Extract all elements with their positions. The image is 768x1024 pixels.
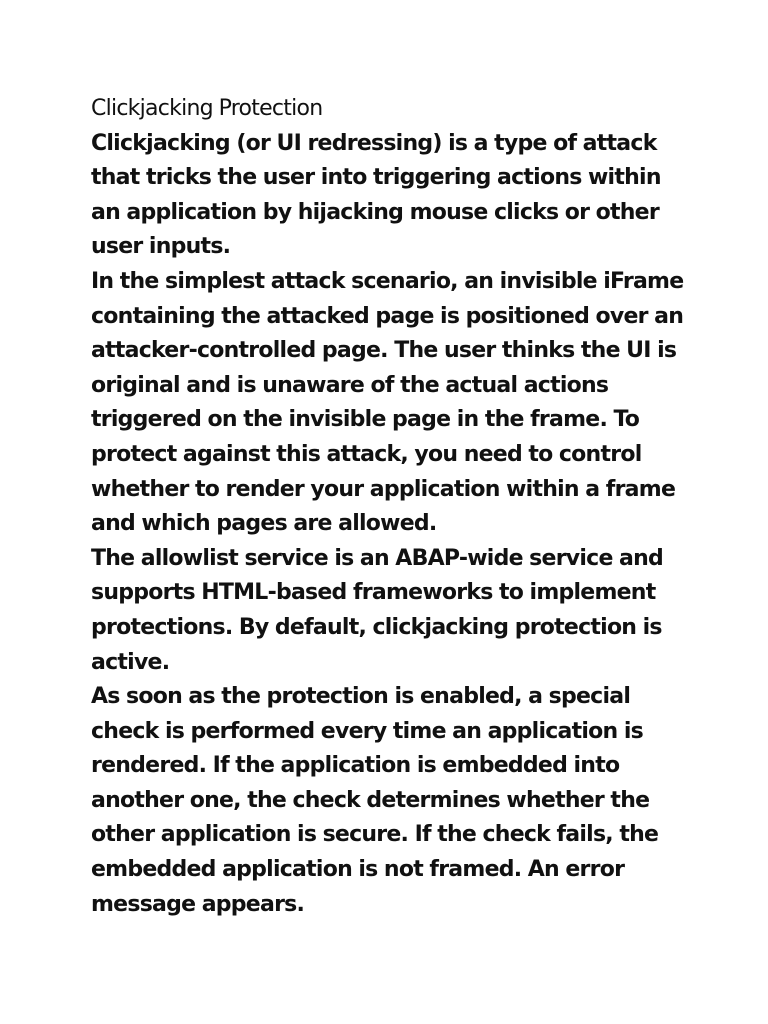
paragraph-attack-scenario: In the simplest attack scenario, an invisible iFrame containing the attacked page is positioned over an attacker-controlled page. The user thinks the UI is original and is unaware of the actual actions triggered on the invisible page in the frame. To protect against this attack, you need to control whether to render your application within a frame and which pages are allowed. [91,268,684,537]
paragraph-allowlist-service: The allowlist service is an ABAP-wide service and supports HTML-based frameworks to implement protections. By default, clickjacking protection is active. [91,545,664,675]
document-title: Clickjacking Protection [91,96,323,121]
paragraph-intro: Clickjacking (or UI redressing) is a type of attack that tricks the user into triggering actions within an application by hijacking mouse clicks or other user inputs. [91,130,661,260]
paragraph-protection-check: As soon as the protection is enabled, a special check is performed every time an application is rendered. If the application is embedded into another one, the check determines whether the other application is secure. If the check fails, the embedded application is not framed. An error message appears. [91,684,659,917]
document-page [91,92,691,922]
